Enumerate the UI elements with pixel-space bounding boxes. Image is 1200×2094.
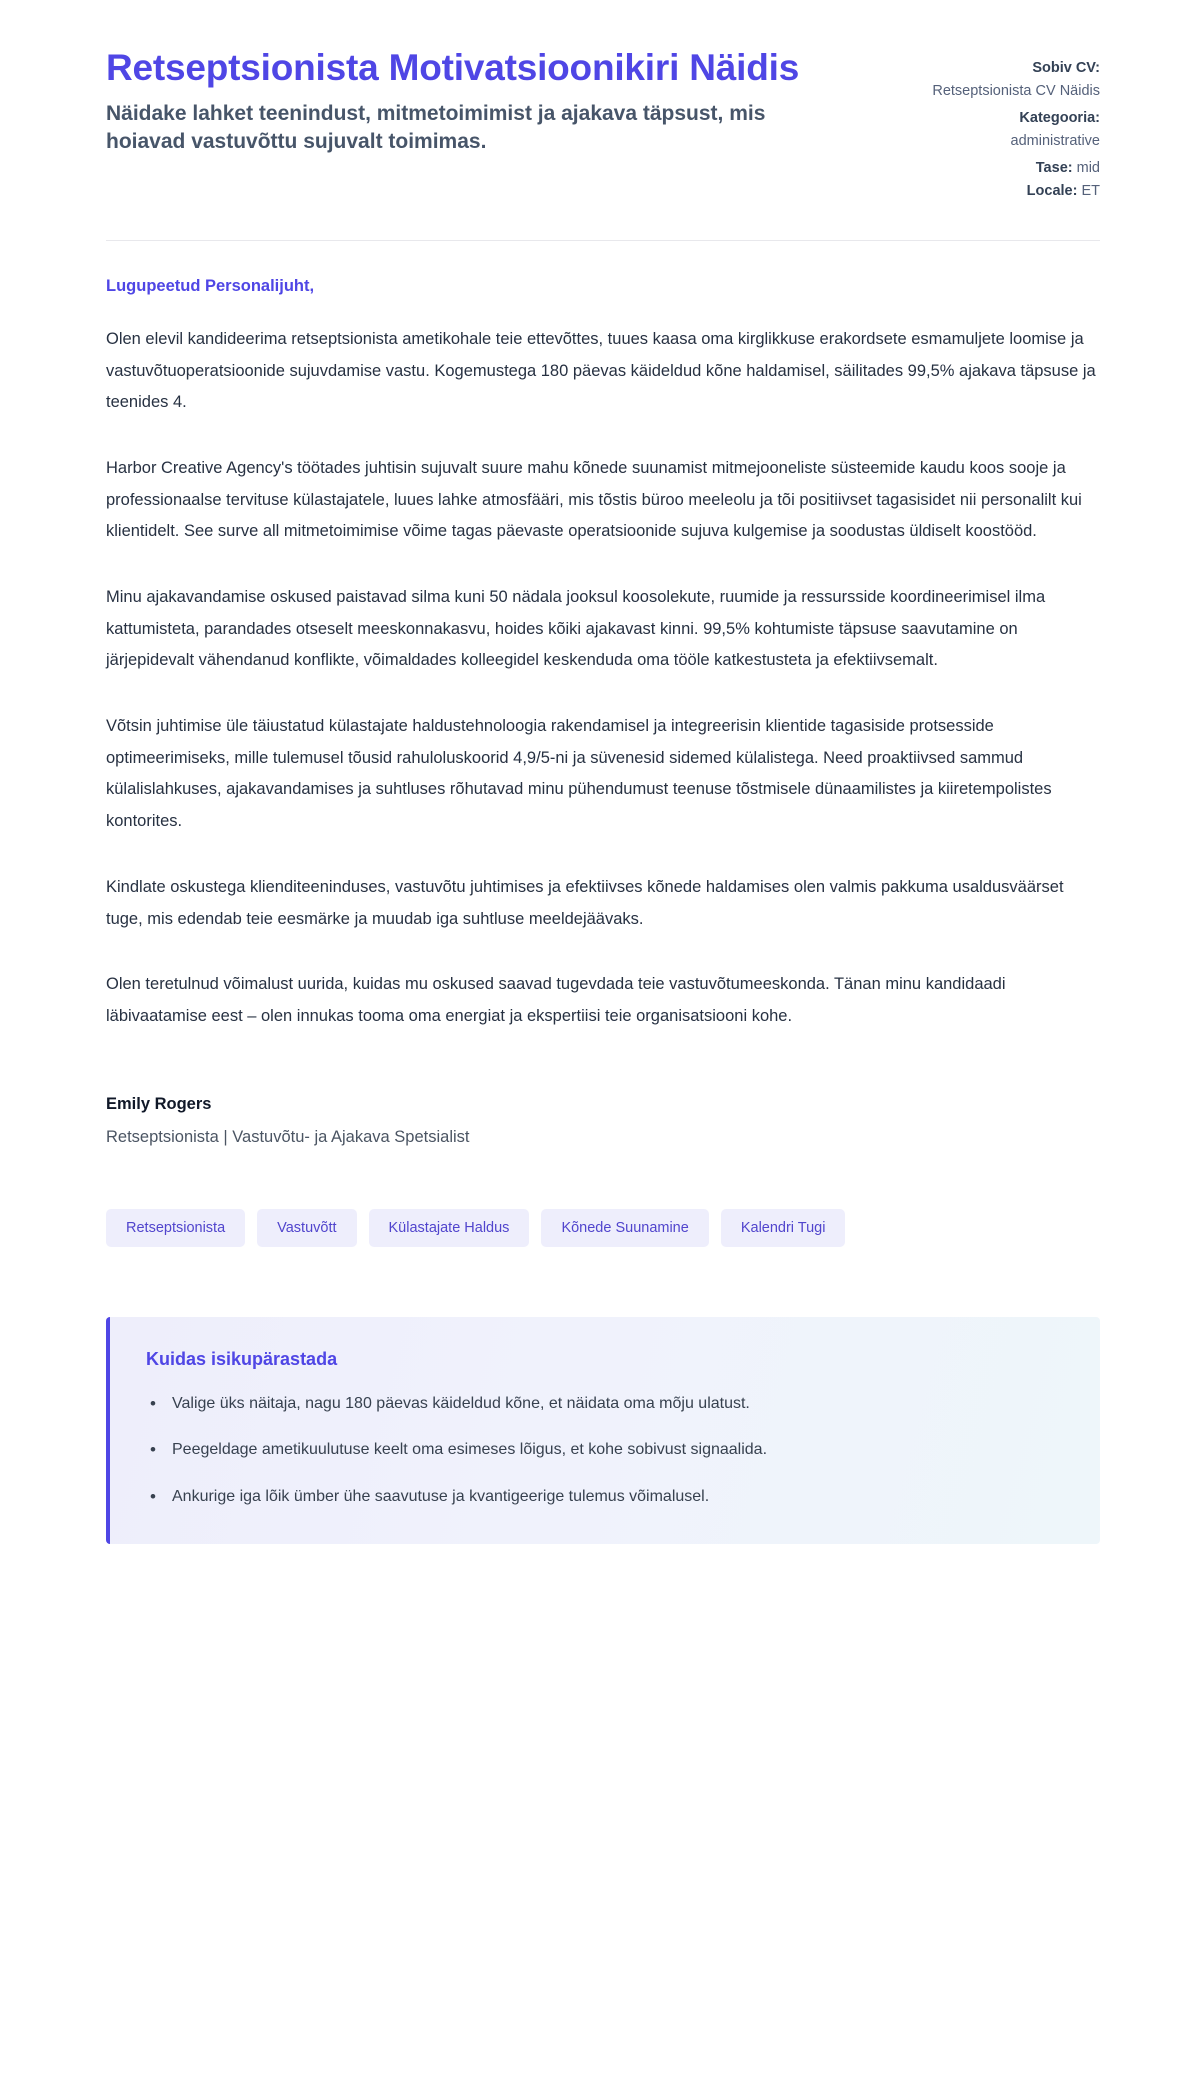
meta-level-value: mid (1076, 160, 1100, 177)
meta-matching-cv (870, 58, 1100, 102)
meta-category-label: Kategooria: (1019, 110, 1100, 127)
tag-chip[interactable]: Retseptsionista (106, 1209, 245, 1247)
meta-locale-value: ET (1081, 183, 1100, 200)
signature-role: Retseptsionista | Vastuvõtu- ja Ajakava Spetsialist (106, 1127, 470, 1146)
tag-list (106, 1209, 1100, 1247)
callout-list (146, 1392, 1064, 1510)
letter-paragraph: Kindlate oskustega klienditeeninduses, vastuvõtu juhtimises ja efektiivses kõnede haldamises olen valmis pakkuma usaldusväärset tuge, mis edendab teie eesmärke ja muudab iga suhtluse meeldejäävaks. (106, 877, 1064, 928)
meta-level-label: Tase: (1035, 160, 1073, 177)
document-header (106, 46, 1100, 204)
meta-locale (870, 181, 1100, 202)
callout-list-item: • Valige üks näitaja, nagu 180 päevas käideldud kõne, et näidata oma mõju ulatust. (168, 1392, 1064, 1417)
letter-salutation: Lugupeetud Personalijuht, (106, 277, 315, 296)
letter-paragraph: Võtsin juhtimise üle täiustatud külastajate haldustehnoloogia rakendamisel ja integreerisin klientide tagasiside protsesside optimeerimiseks, mille tulemusel tõusid rahuloluskoorid 4,9/5-ni ja süvenesid sidemed külalistega. Need proaktiivsed sammud külalislahkuses, ajakavandamises ja suhtluses rõhutavad minu pühendumust teenuse tõstmisele dünaamilistes ja kiiretempolistes kontorites. (106, 717, 1052, 831)
meta-matching-cv-label: Sobiv CV: (1032, 60, 1100, 76)
tag-chip[interactable]: Külastajate Haldus (369, 1209, 530, 1247)
page-subtitle: Näidake lahket teenindust, mitmetoimimist ja ajakava täpsust, mis hoiavad vastuvõttu sujuvalt toimimas. (106, 101, 766, 153)
callout-list-item: • Peegeldage ametikuulutuse keelt oma esimeses lõigus, et kohe sobivust signaalida. (168, 1438, 1064, 1463)
tag-chip[interactable]: Vastuvõtt (257, 1209, 356, 1247)
signature-name: Emily Rogers (106, 1094, 212, 1113)
meta-category-value: administrative (1010, 133, 1100, 150)
tag-chip[interactable]: Kõnede Suunamine (541, 1209, 708, 1247)
letter-paragraph: Olen teretulnud võimalust uurida, kuidas mu oskused saavad tugevdada teie vastuvõtumeeskonda. Tänan minu kandidaadi läbivaatamise eest – olen innukas tooma oma energiat ja ekspertiisi teie organisatsiooni kohe. (106, 975, 1006, 1025)
letter-paragraph: Harbor Creative Agency's töötades juhtisin sujuvalt suure mahu kõnede suunamist mitmejooneliste süsteemide kaudu koos sooje ja professionaalse tervituse külastajatele, luues lahke atmosfääri, mis tõstis büroo meeleolu ja tõi positiivset tagasisidet nii personalilt kui klientidelt. See surve all mitmetoimimise võime tagas päevaste operatsioonide sujuva kulgemise ja soodustas üldiselt koostööd. (106, 459, 1082, 541)
meta-locale-label: Locale: (1026, 183, 1078, 200)
document-metadata (870, 46, 1100, 204)
header-title-block (106, 46, 830, 156)
letter-body (106, 241, 1100, 1032)
callout-title: Kuidas isikupärastada (146, 1348, 338, 1369)
meta-category (870, 108, 1100, 152)
signature-block (106, 1095, 1100, 1147)
page-title: Retseptsionista Motivatsioonikiri Näidis (106, 47, 800, 88)
letter-paragraph: Minu ajakavandamise oskused paistavad silma kuni 50 nädala jooksul koosolekute, ruumide ja ressursside koordineerimisel ilma kattumisteta, parandades otseselt meeskonnakasvu, hoides kõiki ajakavast kinni. 99,5% kohtumiste täpsuse saavutamine on järjepidevalt vähendanud konflikte, võimaldades kolleegidel keskenduda oma tööle katkestusteta ja efektiivsemalt. (106, 588, 1046, 670)
callout-list-item: • Ankurige iga lõik ümber ühe saavutuse ja kvantigeerige tulemus võimalusel. (168, 1485, 1064, 1510)
meta-matching-cv-value: Retseptsionista CV Näidis (932, 83, 1100, 100)
personalization-callout (106, 1317, 1100, 1544)
letter-paragraph: Olen elevil kandideerima retseptsionista ametikohale teie ettevõttes, tuues kaasa oma kirglikkuse erakordsete esmamuljete loomise ja vastuvõtuoperatsioonide sujuvdamise vastu. Kogemustega 180 päevas käideldud kõne haldamisel, säilitades 99,5% ajakava täpsuse ja teenides 4. (106, 330, 1096, 412)
meta-level (870, 158, 1100, 179)
tag-chip[interactable]: Kalendri Tugi (721, 1209, 846, 1247)
